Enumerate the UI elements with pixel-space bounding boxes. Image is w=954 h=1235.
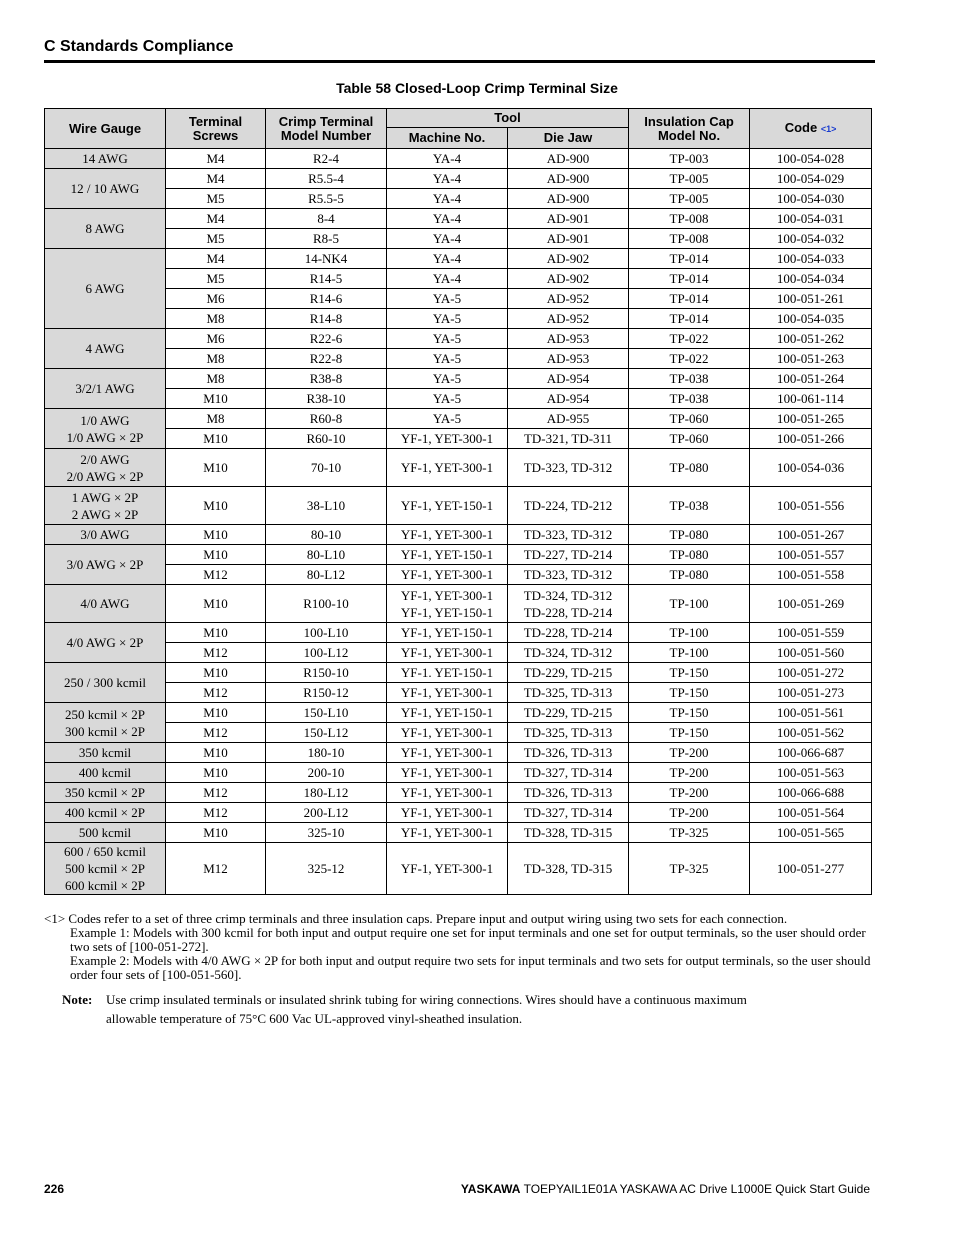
cell-code: 100-051-262 (750, 329, 872, 349)
table-row (45, 663, 872, 683)
cell-machine-no: YF-1, YET-300-1 (387, 783, 508, 803)
cell-machine-no: YA-5 (387, 329, 508, 349)
table-row (45, 703, 872, 723)
cell-insulation-cap: TP-022 (629, 349, 750, 369)
cell-wire-gauge: 500 kcmil (45, 823, 166, 843)
table-row (45, 309, 872, 329)
table-row (45, 209, 872, 229)
cell-wire-gauge: 400 kcmil (45, 763, 166, 783)
table-row (45, 743, 872, 763)
cell-insulation-cap: TP-014 (629, 269, 750, 289)
cell-terminal-screw: M10 (166, 823, 266, 843)
cell-die-jaw: TD-227, TD-214 (508, 545, 629, 565)
table-row (45, 843, 872, 895)
cell-die-jaw: AD-952 (508, 309, 629, 329)
cell-die-jaw: TD-321, TD-311 (508, 429, 629, 449)
cell-insulation-cap: TP-008 (629, 209, 750, 229)
table-row (45, 169, 872, 189)
cell-die-jaw: TD-323, TD-312 (508, 525, 629, 545)
cell-insulation-cap: TP-003 (629, 149, 750, 169)
cell-die-jaw: TD-327, TD-314 (508, 763, 629, 783)
cell-code: 100-051-557 (750, 545, 872, 565)
cell-terminal-screw: M12 (166, 565, 266, 585)
cell-terminal-screw: M12 (166, 843, 266, 895)
cell-die-jaw: AD-952 (508, 289, 629, 309)
cell-terminal-screw: M12 (166, 803, 266, 823)
cell-insulation-cap: TP-100 (629, 623, 750, 643)
note-block (62, 990, 842, 1028)
table-row (45, 229, 872, 249)
cell-wire-gauge: 1 AWG × 2P 2 AWG × 2P (45, 487, 166, 525)
cell-insulation-cap: TP-080 (629, 545, 750, 565)
cell-machine-no: YA-5 (387, 349, 508, 369)
cell-crimp-model: R14-8 (266, 309, 387, 329)
cell-crimp-model: 100-L12 (266, 643, 387, 663)
cell-die-jaw: AD-954 (508, 369, 629, 389)
table-row (45, 683, 872, 703)
cell-die-jaw: TD-323, TD-312 (508, 565, 629, 585)
header-terminal-screws: Terminal Screws (166, 109, 266, 149)
cell-wire-gauge: 350 kcmil (45, 743, 166, 763)
cell-crimp-model: R14-6 (266, 289, 387, 309)
cell-insulation-cap: TP-060 (629, 429, 750, 449)
cell-insulation-cap: TP-150 (629, 683, 750, 703)
cell-insulation-cap: TP-038 (629, 487, 750, 525)
cell-machine-no: YA-4 (387, 269, 508, 289)
table-row (45, 803, 872, 823)
cell-insulation-cap: TP-038 (629, 369, 750, 389)
cell-die-jaw: AD-900 (508, 149, 629, 169)
cell-code: 100-051-267 (750, 525, 872, 545)
cell-crimp-model: 14-NK4 (266, 249, 387, 269)
cell-machine-no: YF-1, YET-150-1 (387, 545, 508, 565)
cell-die-jaw: AD-901 (508, 209, 629, 229)
cell-code: 100-054-035 (750, 309, 872, 329)
cell-wire-gauge: 2/0 AWG 2/0 AWG × 2P (45, 449, 166, 487)
cell-crimp-model: R100-10 (266, 585, 387, 623)
cell-insulation-cap: TP-014 (629, 249, 750, 269)
cell-die-jaw: TD-326, TD-313 (508, 743, 629, 763)
cell-machine-no: YF-1, YET-300-1 (387, 525, 508, 545)
cell-insulation-cap: TP-060 (629, 409, 750, 429)
cell-die-jaw: TD-224, TD-212 (508, 487, 629, 525)
cell-code: 100-066-688 (750, 783, 872, 803)
cell-crimp-model: R38-10 (266, 389, 387, 409)
cell-crimp-model: 180-L12 (266, 783, 387, 803)
cell-terminal-screw: M10 (166, 429, 266, 449)
cell-crimp-model: R5.5-4 (266, 169, 387, 189)
cell-code: 100-051-277 (750, 843, 872, 895)
note-line-2: allowable temperature of 75°C 600 Vac UL-approved vinyl-sheathed insulation. (106, 1011, 523, 1026)
cell-code: 100-054-030 (750, 189, 872, 209)
cell-machine-no: YF-1, YET-300-1 (387, 449, 508, 487)
cell-terminal-screw: M5 (166, 269, 266, 289)
cell-insulation-cap: TP-150 (629, 723, 750, 743)
cell-terminal-screw: M4 (166, 169, 266, 189)
cell-terminal-screw: M12 (166, 783, 266, 803)
cell-machine-no: YF-1, YET-300-1 (387, 843, 508, 895)
crimp-terminal-table (44, 108, 872, 895)
table-row (45, 149, 872, 169)
cell-wire-gauge: 12 / 10 AWG (45, 169, 166, 209)
cell-machine-no: YF-1, YET-300-1 (387, 743, 508, 763)
footer-doc (461, 1182, 870, 1196)
cell-crimp-model: R5.5-5 (266, 189, 387, 209)
cell-code: 100-066-687 (750, 743, 872, 763)
cell-code: 100-051-563 (750, 763, 872, 783)
table-row (45, 783, 872, 803)
cell-terminal-screw: M5 (166, 189, 266, 209)
table-row (45, 289, 872, 309)
cell-crimp-model: R60-8 (266, 409, 387, 429)
cell-wire-gauge: 4 AWG (45, 329, 166, 369)
cell-machine-no: YF-1, YET-150-1 (387, 623, 508, 643)
table-row (45, 369, 872, 389)
cell-code: 100-051-556 (750, 487, 872, 525)
cell-terminal-screw: M10 (166, 487, 266, 525)
cell-terminal-screw: M10 (166, 763, 266, 783)
cell-crimp-model: 80-L12 (266, 565, 387, 585)
cell-insulation-cap: TP-080 (629, 525, 750, 545)
cell-insulation-cap: TP-022 (629, 329, 750, 349)
table-row (45, 249, 872, 269)
cell-insulation-cap: TP-080 (629, 565, 750, 585)
cell-wire-gauge: 3/0 AWG × 2P (45, 545, 166, 585)
cell-die-jaw: TD-323, TD-312 (508, 449, 629, 487)
cell-wire-gauge: 4/0 AWG × 2P (45, 623, 166, 663)
table-row (45, 565, 872, 585)
cell-terminal-screw: M5 (166, 229, 266, 249)
footnote-example-2: Example 2: Models with 4/0 AWG × 2P for both input and output require two sets for input terminals and two sets for output terminals, so the user should order four sets of [100-051-560]. (70, 953, 871, 982)
cell-crimp-model: R22-6 (266, 329, 387, 349)
cell-die-jaw: AD-902 (508, 269, 629, 289)
cell-terminal-screw: M10 (166, 743, 266, 763)
cell-die-jaw: TD-228, TD-214 (508, 623, 629, 643)
cell-terminal-screw: M12 (166, 643, 266, 663)
cell-die-jaw: TD-327, TD-314 (508, 803, 629, 823)
cell-code: 100-051-261 (750, 289, 872, 309)
cell-crimp-model: R150-10 (266, 663, 387, 683)
table-body (45, 149, 872, 895)
table-row (45, 389, 872, 409)
cell-code: 100-051-272 (750, 663, 872, 683)
cell-crimp-model: 150-L12 (266, 723, 387, 743)
cell-crimp-model: 180-10 (266, 743, 387, 763)
table-row (45, 525, 872, 545)
cell-terminal-screw: M8 (166, 409, 266, 429)
cell-code: 100-051-265 (750, 409, 872, 429)
cell-crimp-model: 8-4 (266, 209, 387, 229)
cell-crimp-model: R2-4 (266, 149, 387, 169)
cell-terminal-screw: M8 (166, 369, 266, 389)
cell-machine-no: YF-1, YET-300-1 (387, 763, 508, 783)
cell-machine-no: YA-5 (387, 309, 508, 329)
cell-crimp-model: 70-10 (266, 449, 387, 487)
cell-terminal-screw: M10 (166, 623, 266, 643)
cell-machine-no: YA-5 (387, 369, 508, 389)
cell-machine-no: YF-1, YET-300-1 (387, 565, 508, 585)
cell-terminal-screw: M8 (166, 309, 266, 329)
cell-die-jaw: AD-902 (508, 249, 629, 269)
cell-crimp-model: 80-L10 (266, 545, 387, 565)
cell-code: 100-054-033 (750, 249, 872, 269)
cell-insulation-cap: TP-325 (629, 843, 750, 895)
cell-crimp-model: R150-12 (266, 683, 387, 703)
cell-insulation-cap: TP-200 (629, 803, 750, 823)
cell-machine-no: YF-1, YET-300-1 (387, 683, 508, 703)
table-row (45, 349, 872, 369)
cell-wire-gauge: 8 AWG (45, 209, 166, 249)
cell-crimp-model: 200-L12 (266, 803, 387, 823)
section-title: C Standards Compliance (44, 38, 234, 55)
cell-terminal-screw: M10 (166, 449, 266, 487)
cell-code: 100-051-562 (750, 723, 872, 743)
table-row (45, 189, 872, 209)
cell-code: 100-051-264 (750, 369, 872, 389)
cell-insulation-cap: TP-150 (629, 703, 750, 723)
table-row (45, 329, 872, 349)
cell-machine-no: YF-1, YET-150-1 (387, 703, 508, 723)
cell-machine-no: YF-1, YET-300-1 YF-1, YET-150-1 (387, 585, 508, 623)
table-row (45, 429, 872, 449)
cell-terminal-screw: M8 (166, 349, 266, 369)
header-code (750, 109, 872, 149)
cell-die-jaw: TD-326, TD-313 (508, 783, 629, 803)
table-row (45, 269, 872, 289)
cell-die-jaw: TD-229, TD-215 (508, 703, 629, 723)
table-row (45, 409, 872, 429)
cell-wire-gauge: 3/2/1 AWG (45, 369, 166, 409)
table-row (45, 763, 872, 783)
cell-insulation-cap: TP-038 (629, 389, 750, 409)
table-row (45, 449, 872, 487)
cell-code: 100-051-564 (750, 803, 872, 823)
header-crimp-model: Crimp Terminal Model Number (266, 109, 387, 149)
cell-terminal-screw: M4 (166, 149, 266, 169)
cell-machine-no: YA-4 (387, 189, 508, 209)
cell-machine-no: YF-1, YET-300-1 (387, 643, 508, 663)
cell-terminal-screw: M4 (166, 249, 266, 269)
cell-machine-no: YA-4 (387, 229, 508, 249)
cell-terminal-screw: M4 (166, 209, 266, 229)
cell-crimp-model: R8-5 (266, 229, 387, 249)
cell-crimp-model: 325-10 (266, 823, 387, 843)
cell-code: 100-054-031 (750, 209, 872, 229)
table-row (45, 643, 872, 663)
cell-machine-no: YA-5 (387, 389, 508, 409)
cell-insulation-cap: TP-014 (629, 289, 750, 309)
cell-wire-gauge: 250 kcmil × 2P 300 kcmil × 2P (45, 703, 166, 743)
cell-die-jaw: AD-901 (508, 229, 629, 249)
cell-machine-no: YF-1, YET-300-1 (387, 823, 508, 843)
footer-brand: YASKAWA (460, 1182, 521, 1196)
cell-wire-gauge: 4/0 AWG (45, 585, 166, 623)
table-row (45, 585, 872, 623)
footer-doc-title: TOEPYAIL1E01A YASKAWA AC Drive L1000E Quick Start Guide (523, 1182, 870, 1196)
header-insulation-cap: Insulation Cap Model No. (629, 109, 750, 149)
table-title: Table 58 Closed-Loop Crimp Terminal Size (336, 80, 618, 96)
note-label: Note: (62, 992, 93, 1007)
cell-code: 100-054-036 (750, 449, 872, 487)
header-tool: Tool (387, 109, 629, 128)
table-row (45, 623, 872, 643)
cell-machine-no: YA-4 (387, 249, 508, 269)
cell-wire-gauge: 250 / 300 kcmil (45, 663, 166, 703)
cell-wire-gauge: 3/0 AWG (45, 525, 166, 545)
cell-crimp-model: 200-10 (266, 763, 387, 783)
cell-terminal-screw: M6 (166, 289, 266, 309)
cell-die-jaw: TD-324, TD-312 (508, 643, 629, 663)
cell-insulation-cap: TP-200 (629, 763, 750, 783)
cell-insulation-cap: TP-005 (629, 189, 750, 209)
cell-code: 100-061-114 (750, 389, 872, 409)
cell-code: 100-051-266 (750, 429, 872, 449)
cell-code: 100-051-561 (750, 703, 872, 723)
header-wire-gauge: Wire Gauge (45, 109, 166, 149)
footnote (44, 912, 874, 982)
cell-insulation-cap: TP-008 (629, 229, 750, 249)
cell-insulation-cap: TP-150 (629, 663, 750, 683)
cell-die-jaw: AD-955 (508, 409, 629, 429)
table-row (45, 487, 872, 525)
cell-die-jaw: TD-328, TD-315 (508, 843, 629, 895)
cell-machine-no: YA-4 (387, 169, 508, 189)
cell-crimp-model: R38-8 (266, 369, 387, 389)
cell-code: 100-051-558 (750, 565, 872, 585)
cell-wire-gauge: 600 / 650 kcmil 500 kcmil × 2P 600 kcmil × 2P (45, 843, 166, 895)
cell-insulation-cap: TP-005 (629, 169, 750, 189)
cell-insulation-cap: TP-014 (629, 309, 750, 329)
cell-die-jaw: TD-328, TD-315 (508, 823, 629, 843)
cell-machine-no: YF-1. YET-150-1 (387, 663, 508, 683)
cell-die-jaw: AD-954 (508, 389, 629, 409)
cell-insulation-cap: TP-080 (629, 449, 750, 487)
cell-die-jaw: AD-900 (508, 189, 629, 209)
header-machine-no: Machine No. (387, 128, 508, 149)
cell-wire-gauge: 1/0 AWG 1/0 AWG × 2P (45, 409, 166, 449)
cell-terminal-screw: M10 (166, 703, 266, 723)
cell-code: 100-054-029 (750, 169, 872, 189)
cell-wire-gauge: 400 kcmil × 2P (45, 803, 166, 823)
cell-crimp-model: R60-10 (266, 429, 387, 449)
cell-terminal-screw: M10 (166, 585, 266, 623)
cell-insulation-cap: TP-325 (629, 823, 750, 843)
table-row (45, 723, 872, 743)
page-number: 226 (44, 1182, 65, 1196)
cell-terminal-screw: M10 (166, 663, 266, 683)
cell-wire-gauge: 14 AWG (45, 149, 166, 169)
cell-code: 100-051-273 (750, 683, 872, 703)
footnote-example-1: Example 1: Models with 300 kcmil for both input and output require one set for input terminals and one set for output terminals, so the user should order two sets of [100-051-272]. (70, 925, 866, 954)
cell-die-jaw: TD-325, TD-313 (508, 683, 629, 703)
cell-crimp-model: 80-10 (266, 525, 387, 545)
cell-crimp-model: 100-L10 (266, 623, 387, 643)
cell-die-jaw: AD-953 (508, 329, 629, 349)
cell-terminal-screw: M6 (166, 329, 266, 349)
header-die-jaw: Die Jaw (508, 128, 629, 149)
cell-crimp-model: 325-12 (266, 843, 387, 895)
cell-terminal-screw: M12 (166, 723, 266, 743)
cell-code: 100-051-560 (750, 643, 872, 663)
cell-wire-gauge: 350 kcmil × 2P (45, 783, 166, 803)
footnote-ref-link[interactable]: <1> (820, 124, 837, 134)
cell-insulation-cap: TP-100 (629, 585, 750, 623)
cell-terminal-screw: M10 (166, 389, 266, 409)
cell-die-jaw: TD-324, TD-312 TD-228, TD-214 (508, 585, 629, 623)
cell-crimp-model: 38-L10 (266, 487, 387, 525)
cell-code: 100-051-559 (750, 623, 872, 643)
cell-machine-no: YA-5 (387, 409, 508, 429)
table-row (45, 545, 872, 565)
cell-insulation-cap: TP-200 (629, 783, 750, 803)
cell-wire-gauge: 6 AWG (45, 249, 166, 329)
cell-insulation-cap: TP-100 (629, 643, 750, 663)
cell-code: 100-054-032 (750, 229, 872, 249)
cell-machine-no: YA-4 (387, 209, 508, 229)
note-line-1: Use crimp insulated terminals or insulated shrink tubing for wiring connections. Wires should have a continuous maximum (106, 992, 747, 1007)
cell-code: 100-051-565 (750, 823, 872, 843)
section-rule (44, 60, 875, 63)
cell-terminal-screw: M12 (166, 683, 266, 703)
cell-machine-no: YA-5 (387, 289, 508, 309)
header-code-label: Code (784, 120, 818, 135)
cell-machine-no: YA-4 (387, 149, 508, 169)
cell-machine-no: YF-1, YET-300-1 (387, 429, 508, 449)
cell-code: 100-051-269 (750, 585, 872, 623)
cell-crimp-model: R14-5 (266, 269, 387, 289)
cell-code: 100-054-028 (750, 149, 872, 169)
cell-die-jaw: TD-325, TD-313 (508, 723, 629, 743)
cell-terminal-screw: M10 (166, 545, 266, 565)
cell-code: 100-051-263 (750, 349, 872, 369)
cell-machine-no: YF-1, YET-150-1 (387, 487, 508, 525)
cell-die-jaw: AD-900 (508, 169, 629, 189)
cell-crimp-model: R22-8 (266, 349, 387, 369)
cell-die-jaw: TD-229, TD-215 (508, 663, 629, 683)
cell-code: 100-054-034 (750, 269, 872, 289)
cell-terminal-screw: M10 (166, 525, 266, 545)
cell-die-jaw: AD-953 (508, 349, 629, 369)
cell-insulation-cap: TP-200 (629, 743, 750, 763)
footnote-line-1: <1> Codes refer to a set of three crimp terminals and three insulation caps. Prepare input and output wiring using two sets for each connection. (44, 911, 788, 926)
cell-machine-no: YF-1, YET-300-1 (387, 723, 508, 743)
cell-crimp-model: 150-L10 (266, 703, 387, 723)
table-row (45, 823, 872, 843)
cell-machine-no: YF-1, YET-300-1 (387, 803, 508, 823)
